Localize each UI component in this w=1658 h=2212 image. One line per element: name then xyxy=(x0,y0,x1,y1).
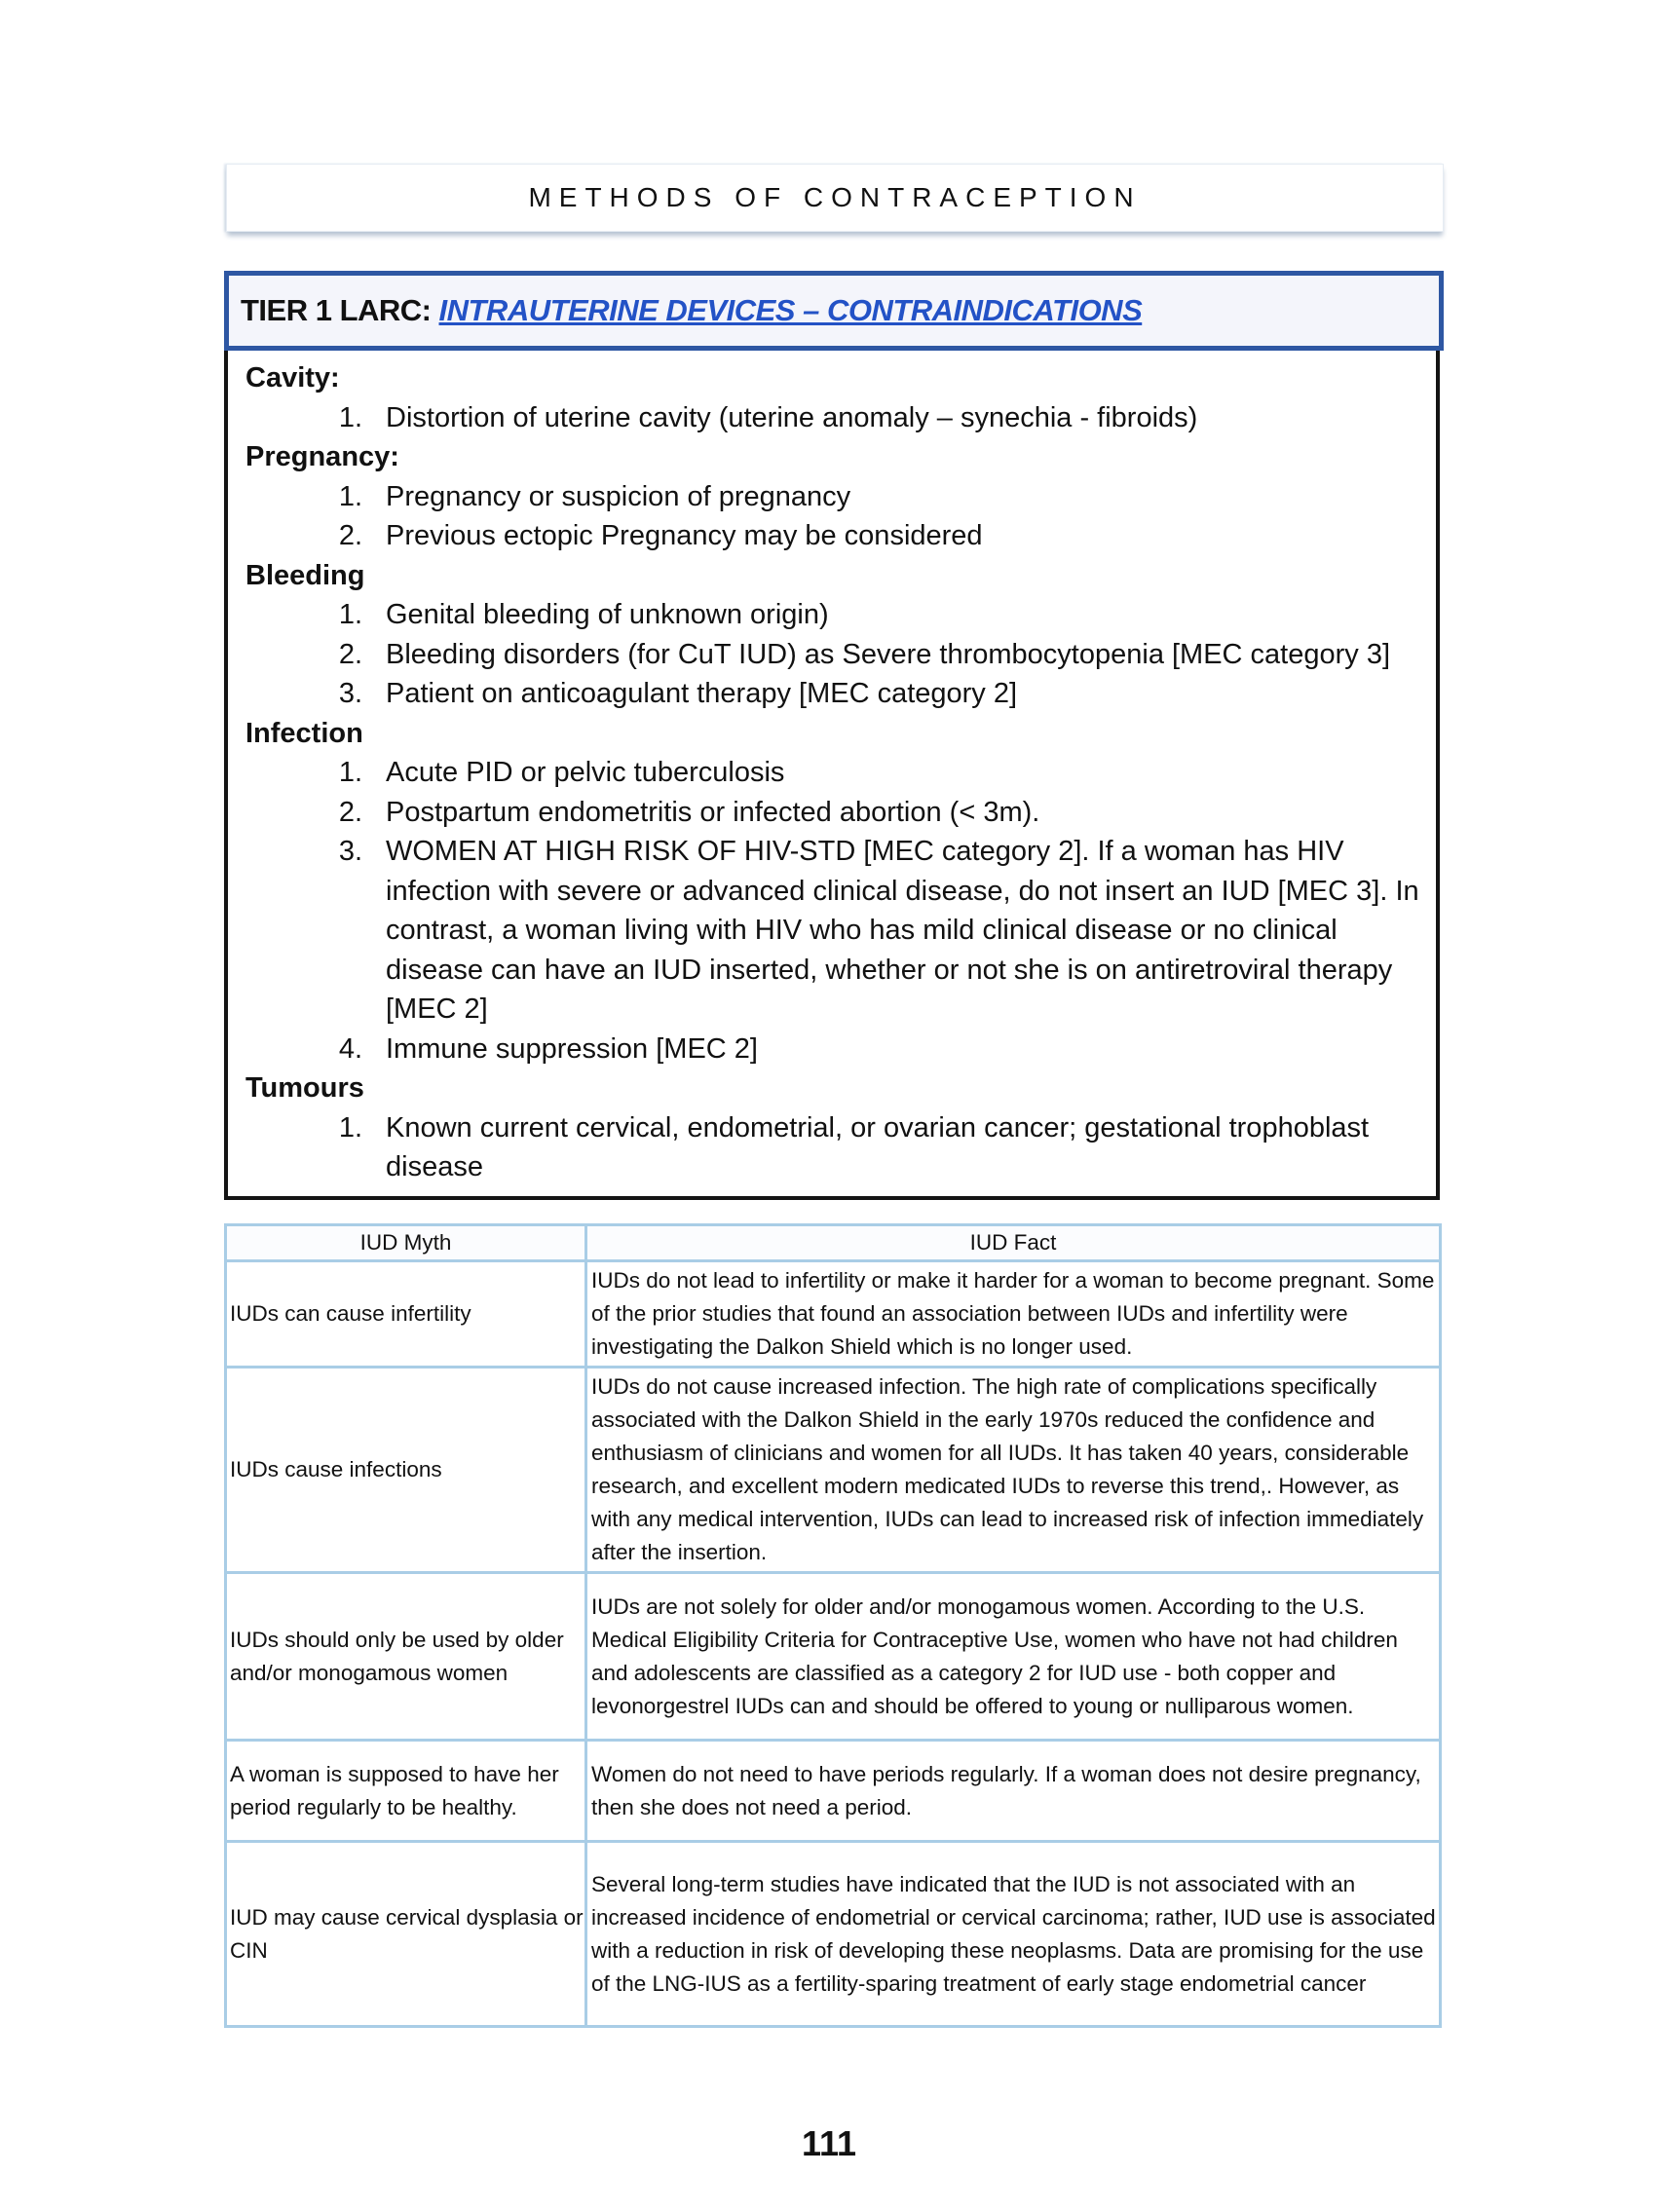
list-item xyxy=(245,793,1434,833)
list-item xyxy=(245,1108,1434,1187)
fact-cell: Several long-term studies have indicated that the IUD is not associated with an increased incidence of endometrial or cervical carcinoma; rather, IUD use is associated with a reduction in risk of developing these neoplasms. Data are promising for the use of the LNG-IUS as a fertility-sparing treatment of early stage endometrial cancer xyxy=(586,1842,1441,2027)
table-row xyxy=(226,1261,1441,1368)
table-row xyxy=(226,1741,1441,1842)
table-row xyxy=(226,1842,1441,2027)
fact-cell: IUDs do not cause increased infection. The high rate of complications specifically associated with the Dalkon Shield in the early 1970s reduced the confidence and enthusiasm of clinicians and women for all IUDs. It has taken 40 years, considerable research, and excellent modern medicated IUDs to reverse this trend,. However, as with any medical intervention, IUDs can lead to increased risk of infection immediately after the insertion. xyxy=(586,1368,1441,1573)
item-number: 4. xyxy=(338,1032,362,1065)
item-text: Bleeding disorders (for CuT IUD) as Severe thrombocytopenia [MEC category 3] xyxy=(386,638,1391,670)
iud-myth-fact-table xyxy=(224,1223,1442,2028)
section-title-prefix: TIER 1 LARC: xyxy=(241,293,432,327)
myth-cell: IUDs can cause infertility xyxy=(226,1261,586,1368)
list-item xyxy=(245,832,1434,1030)
table-header-row xyxy=(226,1225,1441,1261)
item-number: 2. xyxy=(338,796,362,828)
fact-cell: IUDs do not lead to infertility or make it harder for a woman to become pregnant. Some of the prior studies that found an association between IUDs and infertility were investigating the Dalkon Shield which is no longer used. xyxy=(586,1261,1441,1368)
section-heading-bleeding: Bleeding xyxy=(245,559,365,591)
item-text: Previous ectopic Pregnancy may be considered xyxy=(386,520,983,551)
section-heading-tumours: Tumours xyxy=(245,1072,364,1104)
page-number: 111 xyxy=(801,2123,857,2163)
list-item xyxy=(245,477,1434,517)
table-row xyxy=(226,1368,1441,1573)
item-number: 3. xyxy=(338,836,362,867)
list-item xyxy=(245,595,1434,635)
myth-cell: IUDs cause infections xyxy=(226,1368,586,1573)
list-item xyxy=(245,635,1434,675)
page-header xyxy=(226,164,1444,232)
item-text: Known current cervical, endometrial, or ovarian cancer; gestational trophoblast disease xyxy=(386,1111,1370,1182)
section-title-bar xyxy=(224,271,1444,351)
section-title-link[interactable]: INTRAUTERINE DEVICES – CONTRAINDICATIONS xyxy=(438,293,1143,327)
item-number: 2. xyxy=(338,520,362,551)
fact-cell: IUDs are not solely for older and/or monogamous women. According to the U.S. Medical Eligibility Criteria for Contraceptive Use, women who have not had children and adolescents are classified as a category 2 for IUD use - both copper and levonorgestrel IUDs can and should be offered to young or nulliparous women. xyxy=(586,1573,1441,1741)
item-text: Pregnancy or suspicion of pregnancy xyxy=(386,480,851,512)
myth-cell: IUDs should only be used by older and/or monogamous women xyxy=(226,1573,586,1741)
item-text: Distortion of uterine cavity (uterine anomaly – synechia - fibroids) xyxy=(386,401,1198,433)
list-item xyxy=(245,398,1434,438)
item-number: 1. xyxy=(338,1111,362,1143)
item-text: Postpartum endometritis or infected abortion (< 3m). xyxy=(386,796,1040,828)
list-item xyxy=(245,753,1434,793)
item-text: Genital bleeding of unknown origin) xyxy=(386,599,829,630)
list-item xyxy=(245,1030,1434,1069)
list-item xyxy=(245,674,1434,714)
table-row xyxy=(226,1573,1441,1741)
item-number: 1. xyxy=(338,401,362,433)
myth-cell: A woman is supposed to have her period regularly to be healthy. xyxy=(226,1741,586,1842)
item-text: Patient on anticoagulant therapy [MEC category 2] xyxy=(386,678,1018,709)
list-item xyxy=(245,516,1434,556)
item-text: Immune suppression [MEC 2] xyxy=(386,1032,758,1065)
item-number: 2. xyxy=(338,638,362,670)
item-text: Acute PID or pelvic tuberculosis xyxy=(386,757,785,788)
column-header-myth: IUD Myth xyxy=(226,1225,586,1261)
contraindication-sections xyxy=(245,358,1434,1187)
item-number: 3. xyxy=(338,678,362,709)
item-number: 1. xyxy=(338,599,362,630)
myth-cell: IUD may cause cervical dysplasia or CIN xyxy=(226,1842,586,2027)
item-number: 1. xyxy=(338,480,362,512)
item-text: WOMEN AT HIGH RISK OF HIV-STD [MEC category 2]. If a woman has HIV infection with severe or advanced clinical disease, do not insert an IUD [MEC 3]. In contrast, a woman living with HIV who has mild clinical disease or no clinical disease can have an IUD inserted, whether or not she is on antiretroviral therapy [MEC 2] xyxy=(386,836,1419,1025)
section-heading-pregnancy: Pregnancy: xyxy=(245,441,399,472)
section-heading-cavity: Cavity: xyxy=(245,362,340,394)
column-header-fact: IUD Fact xyxy=(586,1225,1441,1261)
item-number: 1. xyxy=(338,757,362,788)
section-heading-infection: Infection xyxy=(245,717,363,749)
fact-cell: Women do not need to have periods regularly. If a woman does not desire pregnancy, then she does not need a period. xyxy=(586,1741,1441,1842)
page-header-title: METHODS OF CONTRACEPTION xyxy=(528,182,1142,212)
